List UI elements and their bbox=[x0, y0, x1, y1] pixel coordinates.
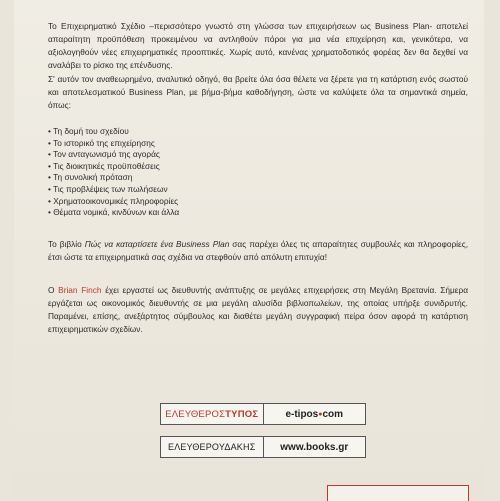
typos-word: ΤΥΠΟΣ bbox=[225, 408, 259, 420]
author-paragraph bbox=[48, 284, 468, 336]
books-gr-wordmark: www.books.gr bbox=[280, 441, 349, 453]
list-item: • Χρηματοοικονομικές πληροφορίες bbox=[48, 196, 348, 208]
book-paragraph bbox=[48, 238, 468, 264]
author-paragraph-post: έχει εργαστεί ως διευθυντής ανάπτυξης σε μεγάλες επιχειρήσεις στη Μεγάλη Βρετανία. Σήμερα εργάζεται ως οικονομικός διευθυντής σε μια μεγάλη αλυσίδα βιβλιοπωλείων, της οποίας υπήρξε συνιδρυτής. Παραμένει, επίσης, ανεξάρτητος σύμβουλος και διαθέτει μεγάλη συγγραφική πείρα όσον αφορά τη κατάρτιση επιχειρηματικών σχεδίων. bbox=[48, 285, 469, 334]
author-paragraph-pre: Ο bbox=[48, 285, 59, 295]
eleftheroudakis-wordmark: ΕΛΕΥΘΕΡΟΥΔΑΚΗΣ bbox=[161, 437, 264, 457]
eleftheros-typos-wordmark bbox=[161, 404, 264, 424]
back-cover bbox=[14, 0, 484, 500]
eleftheros-typos-logo bbox=[160, 403, 366, 425]
com-word: com bbox=[322, 408, 344, 420]
list-item: • Θέματα νομικά, κινδύνων και άλλα bbox=[48, 207, 348, 219]
book-paragraph-pre: Το βιβλίο bbox=[48, 239, 85, 249]
author-name: Brian Finch bbox=[58, 285, 102, 295]
list-item: • Τη συνολική πρόταση bbox=[48, 172, 348, 184]
list-item: • Τον ανταγωνισμό της αγοράς bbox=[48, 149, 348, 161]
contents-list bbox=[48, 126, 348, 219]
list-item: • Το ιστορικό της επιχείρησης bbox=[48, 138, 348, 150]
e-tipos-word: e-tipos bbox=[285, 408, 319, 420]
book-paragraph-post: σας παρέχει όλες τις απαραίτητες συμβουλές και πληροφορίες, έτσι ώστε τα επιχειρηματικά σας σχέδια να στεφθούν από απόλυτη επιτυχία! bbox=[48, 239, 469, 262]
eleftheroudakis-logo bbox=[160, 436, 366, 458]
barcode-label bbox=[327, 485, 469, 501]
book-title: Πώς να καταρτίσετε ένα Business Plan bbox=[84, 239, 230, 249]
list-item: • Τις προβλέψεις των πωλήσεων bbox=[48, 184, 348, 196]
dot-icon: ● bbox=[318, 410, 323, 418]
eleftheros-word: ΕΛΕΥΘΕΡΟΣ bbox=[165, 408, 226, 420]
intro-paragraph: Το Επιχειρηματικό Σχέδιο –περισσότερο γνωστό στη γλώσσα των επιχειρήσεων ως Business Plan- αποτελεί απαραίτητη προϋπόθεση προκειμένου να αντληθούν πόροι για μια νέα επιχείρηση και, γενικότερα, να αξιολογηθούν νέες επιχειρηματικές προοπτικές. Χωρίς αυτό, κανένας χρηματοδοτικός φορέας δεν θα δεχθεί να αναλάβει το ρίσκο της επένδυσης. bbox=[48, 21, 468, 70]
e-tipos-wordmark bbox=[264, 404, 366, 424]
list-item: • Τη δομή του σχεδίου bbox=[48, 126, 348, 138]
guide-paragraph: Σ' αυτόν τον αναθεωρημένο, αναλυτικό οδηγό, θα βρείτε όλα όσα θέλετε να ξέρετε για τη κατάρτιση ενός σωστού και αποτελεσματικού Business Plan, με βήμα-βήμα καθοδήγηση, ώστε να καλύψετε όλα τα σημαντικά σημεία, όπως: bbox=[48, 74, 468, 110]
list-item: • Τις διοικητικές προϋποθέσεις bbox=[48, 161, 348, 173]
